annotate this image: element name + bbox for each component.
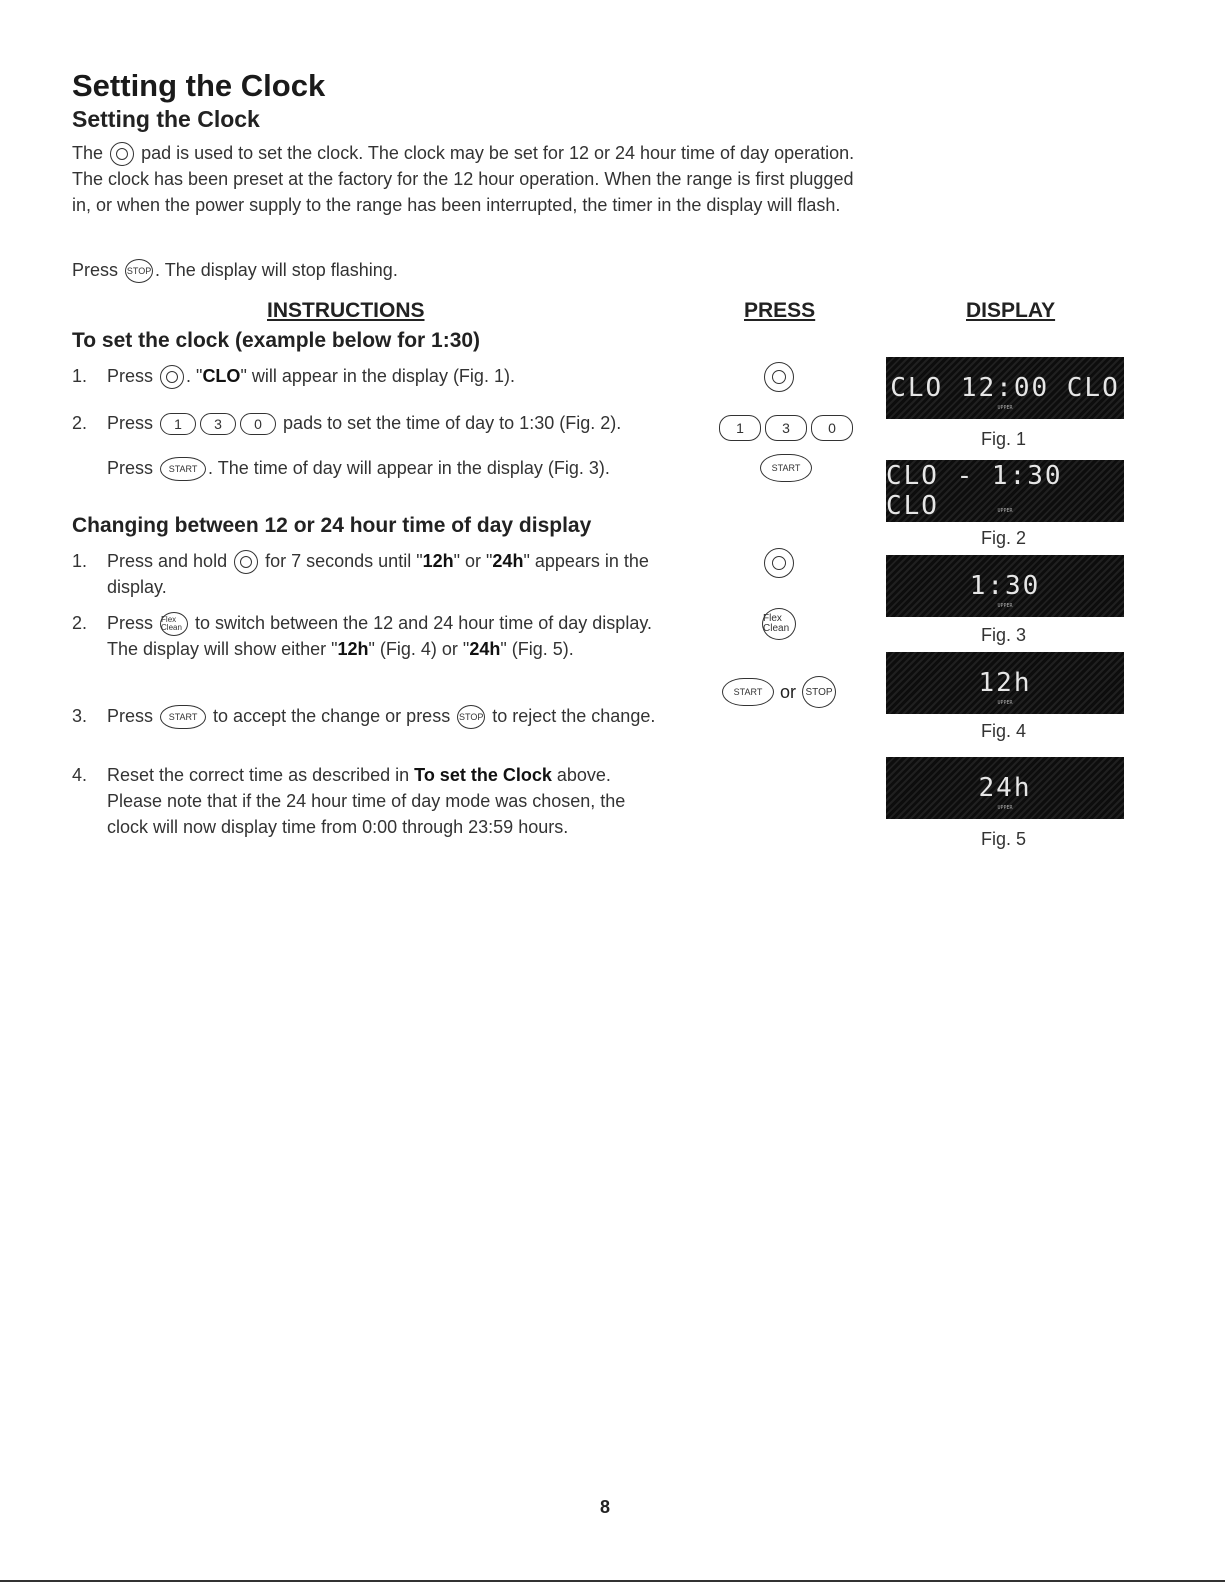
section1-step2: [107, 410, 667, 436]
stop-key-icon: STOP: [802, 676, 836, 708]
lcd-text: CLO 12:00 CLO: [890, 373, 1120, 403]
step-text: . The time of day will appear in the display (Fig. 3).: [208, 458, 610, 478]
step-text: for 7 seconds until ": [265, 551, 423, 571]
section1-step1: [107, 363, 667, 389]
step-text: Press: [107, 413, 154, 433]
step-number: 4.: [72, 765, 88, 785]
step-bold: 12h: [337, 639, 369, 660]
section2-step4: [107, 762, 667, 840]
step-number: 1.: [72, 551, 88, 571]
flex-clean-key-icon: Flex Clean: [160, 612, 188, 636]
figure-caption: Fig. 4: [981, 721, 1027, 741]
lcd-upper-label: UPPER: [997, 405, 1013, 411]
intro-stop-text: . The display will stop flashing.: [155, 260, 398, 280]
figure-caption: Fig. 5: [981, 829, 1027, 849]
lcd-text: 1:30: [969, 571, 1041, 601]
section2-step3: [107, 703, 667, 729]
lcd-upper-label: UPPER: [997, 603, 1013, 609]
key-1-icon: 1: [719, 415, 761, 441]
section2-title: Changing between 12 or 24 hour time of day display: [72, 514, 592, 537]
press-number-keys: [717, 415, 855, 441]
step-text: Press: [107, 366, 154, 386]
start-key-icon: START: [160, 457, 206, 481]
clock-key-icon: [234, 550, 258, 574]
stop-key-icon: STOP: [125, 259, 153, 283]
figure-caption: Fig. 3: [981, 625, 1027, 645]
start-key-icon: START: [760, 454, 812, 482]
step-bold: CLO: [202, 366, 241, 386]
page-title: Setting the Clock: [72, 68, 326, 103]
step-bold: 12h: [422, 551, 454, 571]
stop-key-icon: STOP: [457, 705, 485, 729]
step-text: Press and hold: [107, 551, 228, 571]
figure-caption: Fig. 2: [981, 528, 1027, 548]
lcd-display-fig4: [886, 652, 1124, 714]
step-number: 2.: [72, 413, 88, 433]
bottom-divider: [0, 1580, 1225, 1582]
page-number: 8: [600, 1497, 611, 1517]
lcd-display-fig2: [886, 460, 1124, 522]
step-bold: To set the Clock: [414, 765, 552, 785]
lcd-display-fig3: [886, 555, 1124, 617]
intro-paragraph: [72, 140, 862, 218]
section2-step2: [107, 610, 667, 662]
step-text: to switch between the 12 and 24 hour time of day display. The display will show either ": [107, 613, 652, 660]
clock-key-icon: [160, 365, 184, 389]
intro-text-a: The: [72, 143, 104, 163]
clock-key-icon: [764, 362, 794, 392]
step-text: Press: [107, 706, 154, 726]
lcd-display-fig5: [886, 757, 1124, 819]
step-text: Reset the correct time as described in: [107, 765, 410, 785]
intro-text-b: pad is used to set the clock. The clock may be set for 12 or 24 hour time of day: [141, 143, 770, 163]
lcd-text: 24h: [978, 773, 1032, 803]
section2-step1: [107, 548, 667, 600]
lcd-text: CLO - 1:30 CLO: [886, 461, 1063, 521]
section-subtitle: Setting the Clock: [72, 106, 260, 132]
or-label: or: [780, 681, 797, 702]
intro-press-stop: [72, 257, 862, 283]
step-text: above. Please note that if the 24 hour time of day mode was chosen, the clock will now display time from 0:00 through 23:59 hours.: [107, 765, 626, 837]
key-1-icon: 1: [160, 413, 196, 435]
key-0-icon: 0: [811, 415, 853, 441]
step-text: " or ": [453, 551, 493, 571]
lcd-upper-label: UPPER: [997, 700, 1013, 706]
press-clock-key-2: [762, 548, 796, 578]
figure-caption: Fig. 1: [981, 429, 1027, 449]
step-text: " appears in the display.: [107, 551, 649, 598]
section1-step2b: [107, 455, 667, 481]
step-text: " (Fig. 5).: [500, 639, 574, 660]
step-text: pads to set the time of day to 1:30 (Fig. 2).: [283, 413, 622, 433]
key-3-icon: 3: [200, 413, 236, 435]
step-bold: 24h: [492, 551, 524, 571]
step-text: " will appear in the display (Fig. 1).: [240, 366, 515, 386]
key-0-icon: 0: [240, 413, 276, 435]
clock-key-icon: [764, 548, 794, 578]
step-number: 2.: [72, 613, 88, 633]
step-text: " (Fig. 4) or ": [368, 639, 470, 660]
header-press: PRESS: [744, 299, 816, 322]
lcd-upper-label: UPPER: [997, 508, 1013, 514]
press-start-or-stop: [720, 676, 838, 708]
lcd-upper-label: UPPER: [997, 805, 1013, 811]
step-text: Press: [107, 613, 154, 633]
header-instructions: INSTRUCTIONS: [267, 299, 425, 322]
step-text: Press: [107, 458, 154, 478]
step-number: 3.: [72, 706, 88, 726]
flex-clean-key-icon: Flex Clean: [762, 608, 796, 640]
intro-text-c: operation. The clock has been preset at the factory for the 12 hour operation. When the range is first plugged in, or when the power supply to the range has been interrupted, the timer in the display will flash.: [72, 143, 855, 216]
step-text: to reject the change.: [492, 706, 656, 726]
key-3-icon: 3: [765, 415, 807, 441]
section1-title: To set the clock (example below for 1:30): [72, 329, 481, 352]
step-text: to accept the change or press: [213, 706, 451, 726]
step-bold: 24h: [469, 639, 501, 660]
header-display: DISPLAY: [966, 299, 1056, 322]
lcd-display-fig1: [886, 357, 1124, 419]
press-clock-key: [762, 362, 796, 392]
clock-key-icon: [110, 142, 134, 166]
press-flex-clean-key: [760, 608, 798, 640]
start-key-icon: START: [160, 705, 206, 729]
step-text: . ": [186, 366, 203, 386]
press-start-key: [758, 454, 814, 482]
step-number: 1.: [72, 366, 88, 386]
lcd-text: 12h: [978, 668, 1032, 698]
intro-press-label: Press: [72, 260, 119, 280]
start-key-icon: START: [722, 678, 774, 706]
